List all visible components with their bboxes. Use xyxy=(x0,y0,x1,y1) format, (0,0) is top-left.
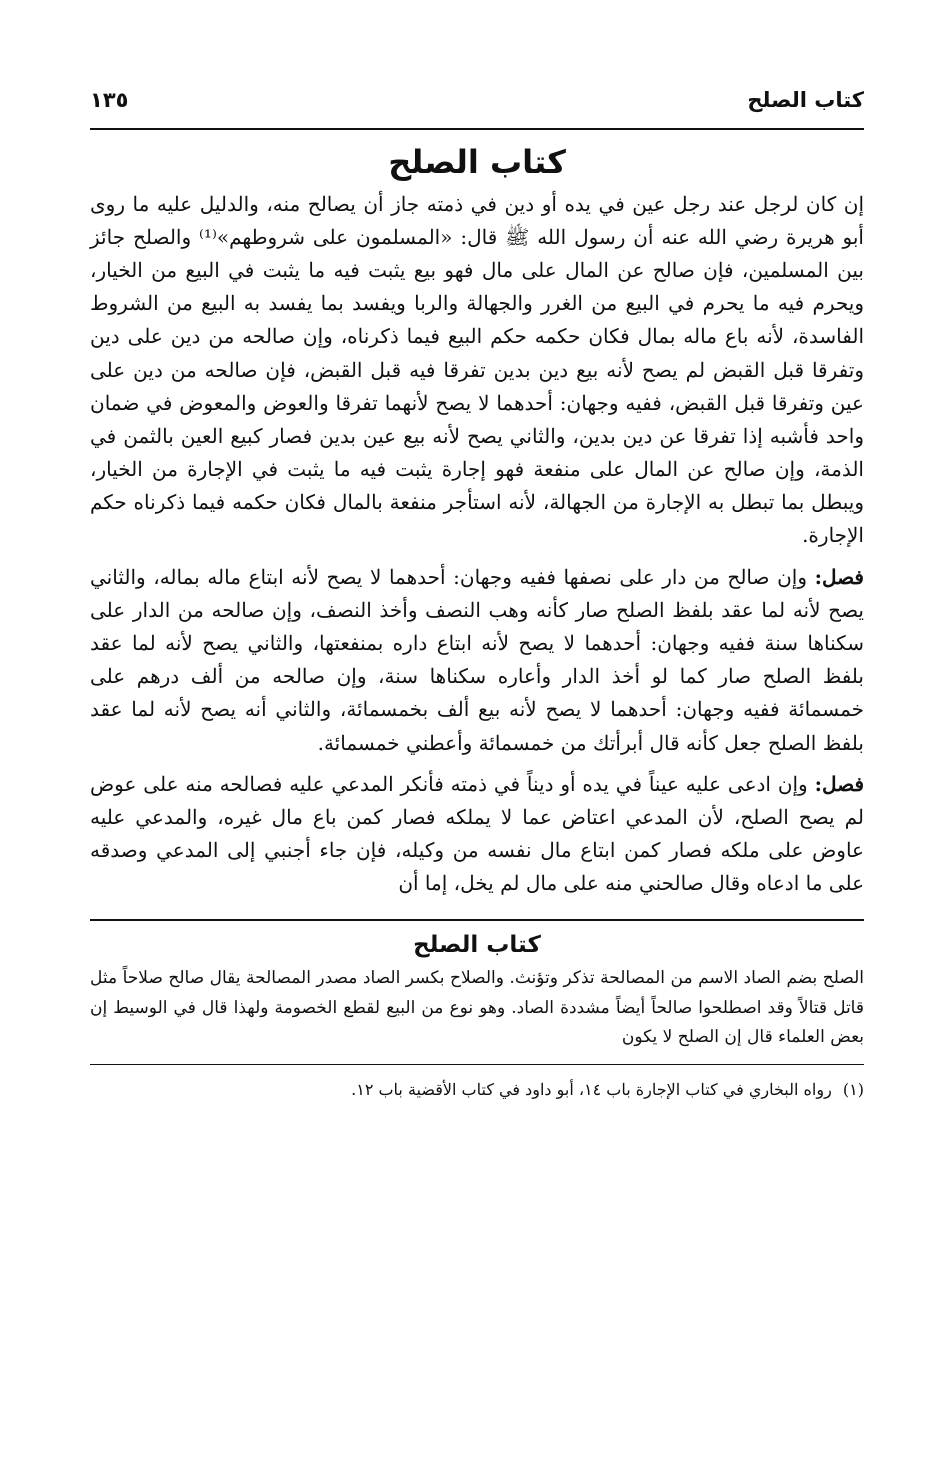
commentary-title: كتاب الصلح xyxy=(413,931,541,958)
section-divider xyxy=(90,919,864,921)
book-page xyxy=(90,88,864,1103)
commentary xyxy=(90,931,864,1053)
main-paragraph-1: إن كان لرجل عند رجل عين في يده أو دين في ذمته جاز أن يصالح منه، والدليل عليه ما روى أبو هريرة رضي الله عنه أن رسول الله ﷺ قال: «المسلمون على شروطهم»⁽¹⁾ والصلح جائز بين المسلمين، فإن صالح عن المال على مال فهو بيع يثبت فيه ما يثبت في البيع من الخيار، ويحرم فيه ما يحرم في البيع من الغرر والجهالة والربا ويفسد بما يفسد به البيع من الشروط الفاسدة، لأنه باع ماله بمال فكان حكمه حكم البيع فيما ذكرناه، وإن صالحه من دين على دين وتفرقا قبل القبض لم يصح لأنه بيع دين بدين تفرقا فيه قبل القبض، فإن صالحه من دين على عين وتفرقا قبل القبض، ففيه وجهان: أحدهما لا يصح لأنهما تفرقا والعوض والمعوض في ضمان واحد فأشبه إذا تفرقا عن دين بدين، والثاني يصح لأنه بيع عين بدين فصار كبيع العين بالثمن في الذمة، وإن صالح عن المال على منفعة فهو إجارة يثبت فيه ما يثبت في الإجارة من الخيار، ويبطل بما تبطل به الإجارة من الجهالة، لأنه استأجر منفعة بالمال فكان حكمه فيما ذكرناه حكم الإجارة. xyxy=(90,191,864,548)
section-body: وإن صالح من دار على نصفها ففيه وجهان: أحدهما لا يصح لأنه ابتاع ماله بماله، والثاني يصح لأنه لما عقد بلفظ الصلح صار كأنه وهب النصف وأخذ النصف، وإن صالحه من الدار على سكناها سنة ففيه وجهان: أحدهما لا يصح لأنه ابتاع داره بمنفعتها، والثاني يصح لأنه لما عقد بلفظ الصلح صار كما لو أخذ الدار وأعاره سكناها سنة، وإن صالحه من ألف درهم على خمسمائة ففيه وجهان: أحدهما لا يصح لأنه بيع ألف بخمسمائة، والثاني أنه يصح لأنه لما عقد بلفظ الصلح جعل كأنه قال أبرأتك من خمسمائة وأعطني خمسمائة. xyxy=(90,564,864,755)
section-lead: فصل: xyxy=(814,564,864,589)
footnote xyxy=(90,1077,864,1103)
section-body: وإن ادعى عليه عيناً في يده أو ديناً في ذمته فأنكر المدعي عليه فصالحه منه على عوض لم يصح الصلح، لأن المدعي اعتاض عما لا يملكه فصار كمن باع مال غيره، والمدعي عليه عاوض على ملكه فصار كمن ابتاع مال نفسه من وكيله، فإن جاء أجنبي إلى المدعي وصدقه على ما ادعاه وقال صالحني منه على مال لم يخل، إما أن xyxy=(90,771,864,896)
footnote-divider xyxy=(90,1064,864,1065)
main-paragraph-3 xyxy=(90,768,864,901)
main-text xyxy=(90,188,864,901)
footnote-marker: (١) xyxy=(842,1080,864,1100)
chapter-title: كتاب الصلح xyxy=(388,143,566,181)
page-number: ١٣٥ xyxy=(90,88,129,112)
section-lead: فصل: xyxy=(814,771,865,796)
footnote-text: رواه البخاري في كتاب الإجارة باب ١٤، أبو داود في كتاب الأقضية باب ١٢. xyxy=(351,1080,832,1100)
commentary-paragraph: الصلح بضم الصاد الاسم من المصالحة تذكر وتؤنث. والصلاح بكسر الصاد مصدر المصالحة يقال صالح صلاحاً مثل قاتل قتالاً وقد اصطلحوا صالحاً أيضاً مشددة الصاد. وهو نوع من البيع لقطع الخصومة ولهذا قال في الوسيط إن بعض العلماء قال إن الصلح لا يكون xyxy=(90,968,864,1047)
main-paragraph-2 xyxy=(90,561,864,760)
running-header xyxy=(90,88,864,130)
running-title: كتاب الصلح xyxy=(747,88,864,112)
